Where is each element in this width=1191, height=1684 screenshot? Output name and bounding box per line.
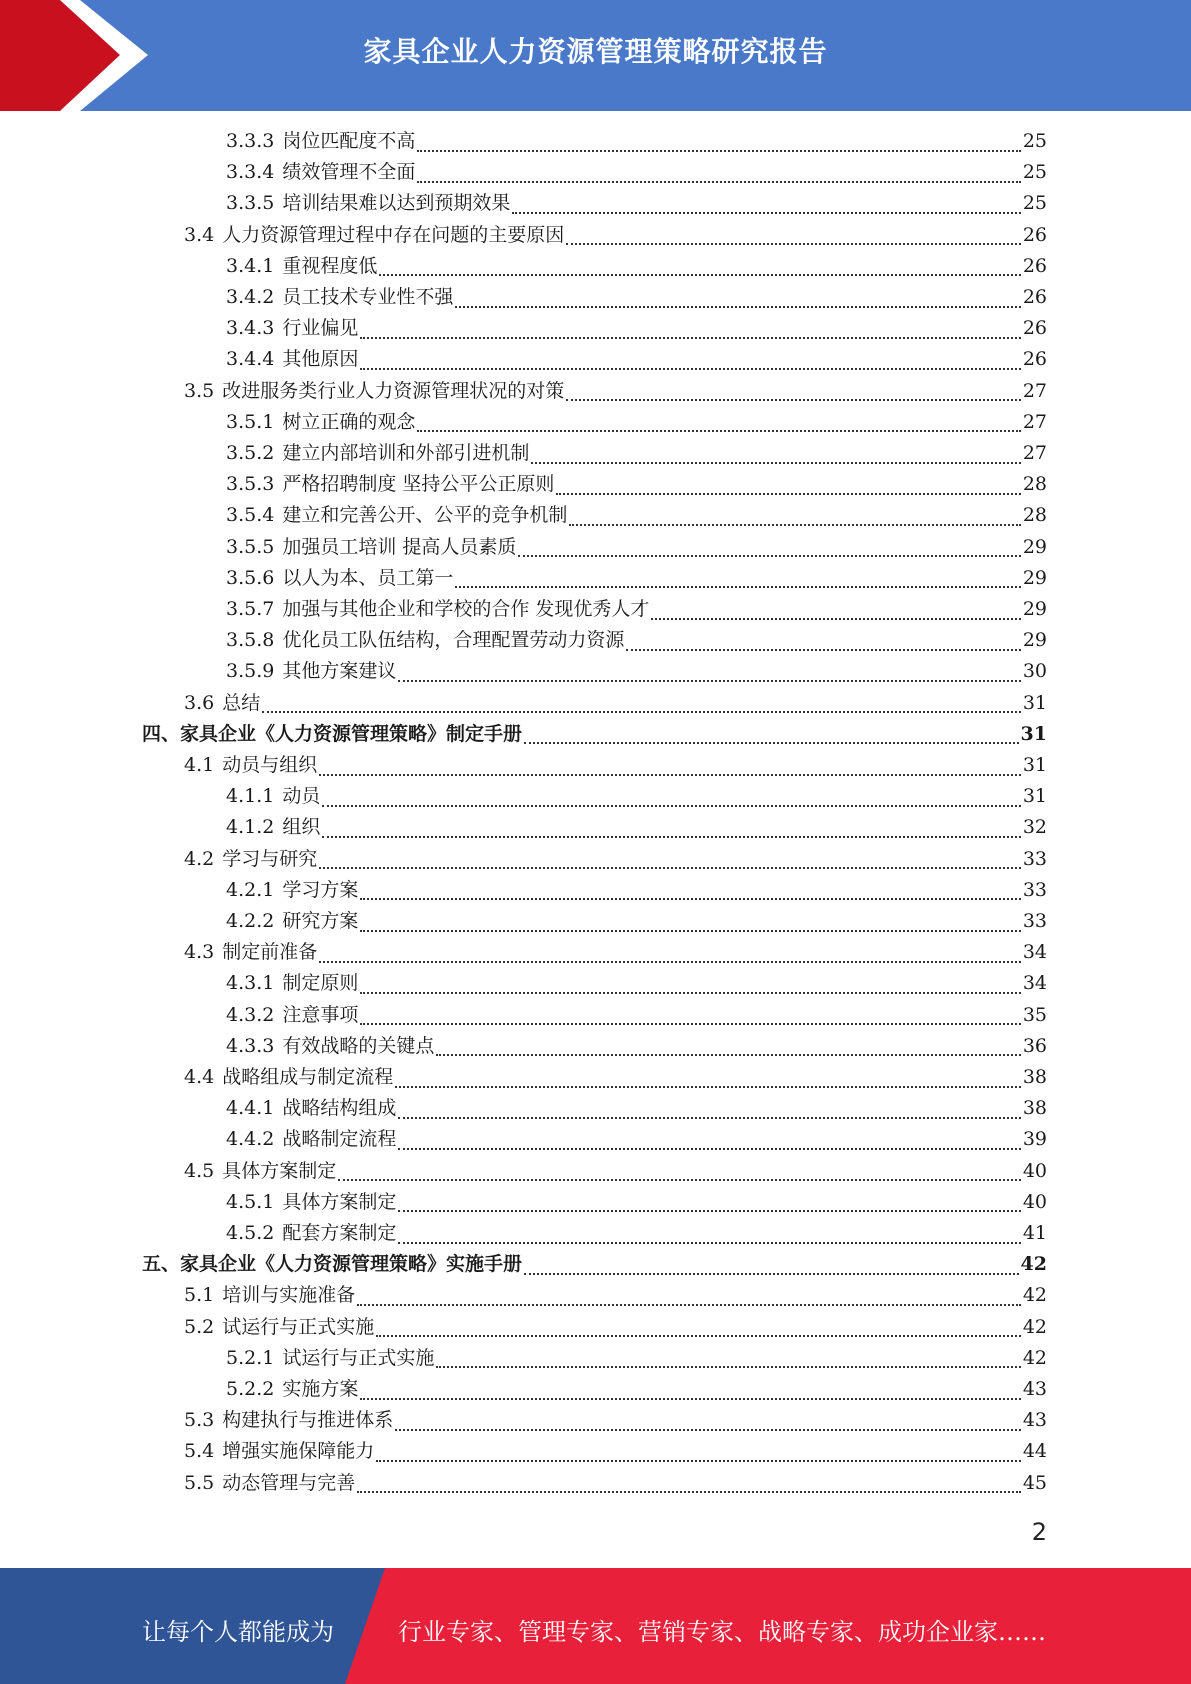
dot-leader <box>319 947 1021 963</box>
dot-leader <box>417 136 1020 152</box>
toc-entry-page: 25 <box>1022 130 1047 152</box>
toc-entry-number: 3.4.4 <box>226 348 275 371</box>
dot-leader <box>319 853 1021 869</box>
toc-entry-title: 学习方案 <box>282 878 359 901</box>
dot-leader <box>395 1072 1021 1088</box>
toc-entry-title: 四、家具企业《人力资源管理策略》制定手册 <box>142 722 523 745</box>
toc-entry[interactable] <box>184 220 1047 251</box>
dot-leader <box>398 1228 1020 1244</box>
toc-entry-title: 行业偏见 <box>282 317 359 340</box>
toc-entry-title: 试运行与正式实施 <box>222 1315 375 1338</box>
toc-entry-title: 培训结果难以达到预期效果 <box>282 192 511 215</box>
toc-entry-page: 27 <box>1022 410 1047 433</box>
toc-entry-title: 重视程度低 <box>282 254 378 277</box>
toc-entry[interactable] <box>184 1436 1047 1467</box>
toc-entry-number: 4.4.2 <box>226 1128 275 1151</box>
dot-leader <box>360 354 1020 370</box>
dot-leader <box>398 666 1020 682</box>
toc-entry[interactable] <box>226 968 1047 999</box>
toc-entry-page: 29 <box>1022 566 1047 589</box>
toc-entry[interactable] <box>226 1187 1047 1218</box>
toc-entry-page: 28 <box>1022 473 1047 496</box>
toc-entry-number: 3.4.3 <box>226 317 275 340</box>
toc-entry[interactable] <box>226 532 1047 563</box>
dot-leader <box>417 416 1020 432</box>
toc-entry[interactable] <box>226 407 1047 438</box>
toc-entry-number: 3.5.2 <box>226 442 275 464</box>
dot-leader <box>376 1321 1021 1337</box>
dot-leader <box>566 385 1021 401</box>
toc-entry-number: 5.4 <box>184 1440 215 1463</box>
dot-leader <box>395 1415 1021 1431</box>
toc-entry-title: 员工技术专业性不强 <box>282 286 454 308</box>
toc-entry[interactable] <box>184 1468 1047 1499</box>
toc-entry-page: 26 <box>1022 317 1047 340</box>
toc-entry[interactable] <box>226 344 1047 375</box>
toc-entry-number: 4.1.1 <box>226 785 275 808</box>
toc-entry-number: 3.5 <box>184 379 215 402</box>
dot-leader <box>455 292 1020 308</box>
toc-entry-number: 4.2.2 <box>226 910 275 932</box>
toc-entry[interactable] <box>226 438 1047 469</box>
toc-entry-page: 45 <box>1022 1471 1047 1494</box>
toc-entry-title: 岗位匹配度不高 <box>282 130 416 152</box>
toc-entry[interactable] <box>226 1124 1047 1155</box>
footer-slogan-right: 行业专家、管理专家、营销专家、战略专家、成功企业家…… <box>398 1618 1046 1646</box>
dot-leader <box>436 1352 1020 1368</box>
toc-entry-number: 3.5.6 <box>226 566 275 589</box>
toc-entry[interactable] <box>226 1218 1047 1249</box>
toc-entry-title: 加强与其他企业和学校的合作 发现优秀人才 <box>282 598 650 620</box>
document-title: 家具企业人力资源管理策略研究报告 <box>363 35 828 68</box>
toc-entry-page: 34 <box>1022 941 1047 964</box>
page-header <box>0 0 1191 111</box>
toc-entry-number: 4.2.1 <box>226 878 275 901</box>
toc-entry-title: 以人为本、员工第一 <box>282 566 454 589</box>
toc-entry-title: 人力资源管理过程中存在问题的主要原因 <box>222 223 565 246</box>
dot-leader <box>357 1290 1021 1306</box>
toc-entry-page: 40 <box>1022 1159 1047 1182</box>
toc-entry[interactable] <box>226 1093 1047 1124</box>
dot-leader <box>651 604 1020 620</box>
toc-entry-title: 五、家具企业《人力资源管理策略》实施手册 <box>142 1253 523 1276</box>
dot-leader <box>360 323 1020 339</box>
toc-entry-page: 31 <box>1022 754 1047 776</box>
dot-leader <box>626 635 1020 651</box>
toc-entry-page: 42 <box>1022 1284 1047 1307</box>
toc-entry-number: 5.2 <box>184 1315 215 1338</box>
toc-entry-page: 29 <box>1022 629 1047 652</box>
toc-entry[interactable] <box>184 1280 1047 1311</box>
toc-entry-title: 制定原则 <box>282 972 359 995</box>
toc-entry-title: 学习与研究 <box>222 847 318 870</box>
dot-leader <box>524 1259 1019 1275</box>
toc-entry-page: 39 <box>1022 1128 1047 1151</box>
toc-entry-page: 29 <box>1022 598 1047 620</box>
toc-entry[interactable] <box>226 1031 1047 1062</box>
dot-leader <box>322 791 1020 807</box>
toc-entry-number: 5.2.1 <box>226 1346 275 1369</box>
toc-entry-page: 33 <box>1022 910 1047 932</box>
dot-leader <box>569 510 1020 526</box>
dot-leader <box>338 1165 1021 1181</box>
toc-entry-page: 26 <box>1022 348 1047 371</box>
toc-entry-page: 41 <box>1022 1222 1047 1244</box>
toc-entry[interactable] <box>226 282 1047 313</box>
toc-entry-number: 4.4.1 <box>226 1097 275 1120</box>
toc-entry[interactable] <box>184 750 1047 781</box>
dot-leader <box>518 541 1020 557</box>
toc-entry-page: 38 <box>1022 1097 1047 1120</box>
page-number: 2 <box>1031 1518 1047 1546</box>
toc-entry-title: 改进服务类行业人力资源管理状况的对策 <box>222 379 565 402</box>
dot-leader <box>379 260 1020 276</box>
dot-leader <box>322 822 1020 838</box>
toc-entry-number: 4.3.3 <box>226 1034 275 1057</box>
toc-entry-title: 其他原因 <box>282 348 359 371</box>
toc-entry[interactable] <box>226 188 1047 219</box>
toc-entry[interactable] <box>226 625 1047 656</box>
toc-entry-page: 36 <box>1022 1034 1047 1057</box>
dot-leader <box>524 728 1019 744</box>
toc-entry-number: 4.5 <box>184 1159 215 1182</box>
toc-entry-page: 42 <box>1022 1346 1047 1369</box>
toc-entry-page: 25 <box>1022 161 1047 184</box>
toc-entry-page: 42 <box>1020 1253 1047 1276</box>
dot-leader <box>376 1446 1021 1462</box>
toc-entry-number: 3.5.7 <box>226 598 275 620</box>
toc-entry-page: 33 <box>1022 847 1047 870</box>
toc-entry-number: 5.2.2 <box>226 1378 275 1400</box>
toc-entry-number: 4.5.1 <box>226 1190 275 1213</box>
toc-entry[interactable] <box>226 1000 1047 1031</box>
toc-entry-page: 38 <box>1022 1066 1047 1088</box>
toc-entry[interactable] <box>226 875 1047 906</box>
toc-entry[interactable] <box>226 500 1047 531</box>
toc-entry-title: 动员与组织 <box>222 754 318 776</box>
toc-entry[interactable] <box>142 1249 1047 1280</box>
toc-entry-page: 40 <box>1022 1190 1047 1213</box>
dot-leader <box>566 229 1021 245</box>
toc-entry-title: 加强员工培训 提高人员素质 <box>282 535 517 558</box>
toc-entry[interactable] <box>184 688 1047 719</box>
toc-entry-number: 3.5.3 <box>226 473 275 496</box>
toc-entry-page: 42 <box>1022 1315 1047 1338</box>
toc-entry-number: 5.3 <box>184 1409 215 1432</box>
dot-leader <box>417 167 1020 183</box>
toc-entry-page: 32 <box>1022 816 1047 839</box>
toc-entry-page: 28 <box>1022 504 1047 527</box>
toc-entry[interactable] <box>184 1312 1047 1343</box>
dot-leader <box>360 1009 1020 1025</box>
toc-entry-page: 29 <box>1022 535 1047 558</box>
toc-entry-page: 26 <box>1022 223 1047 246</box>
toc-entry-title: 培训与实施准备 <box>222 1284 356 1307</box>
toc-entry-page: 26 <box>1022 254 1047 277</box>
toc-entry-number: 4.5.2 <box>226 1222 275 1244</box>
toc-entry-page: 27 <box>1022 442 1047 464</box>
toc-entry-number: 3.6 <box>184 691 215 714</box>
toc-entry-title: 建立内部培训和外部引进机制 <box>282 442 530 464</box>
toc-entry-page: 35 <box>1022 1003 1047 1026</box>
toc-entry-title: 严格招聘制度 坚持公平公正原则 <box>282 473 555 496</box>
toc-entry[interactable] <box>142 719 1047 750</box>
toc-entry[interactable] <box>226 126 1047 157</box>
toc-entry-title: 制定前准备 <box>222 941 318 964</box>
toc-entry[interactable] <box>226 469 1047 500</box>
toc-entry-title: 构建执行与推进体系 <box>222 1409 394 1432</box>
footer-slogan-left: 让每个人都能成为 <box>142 1618 334 1646</box>
toc-entry[interactable] <box>226 251 1047 282</box>
toc-entry-title: 组织 <box>282 816 321 839</box>
dot-leader <box>360 1384 1020 1400</box>
toc-entry-title: 绩效管理不全面 <box>282 161 416 184</box>
toc-entry-title: 优化员工队伍结构，合理配置劳动力资源 <box>282 629 625 652</box>
dot-leader <box>360 884 1020 900</box>
dot-leader <box>436 1040 1020 1056</box>
toc-entry[interactable] <box>184 1062 1047 1093</box>
toc-entry-title: 树立正确的观念 <box>282 410 416 433</box>
toc-entry-title: 建立和完善公开、公平的竞争机制 <box>282 504 568 527</box>
toc-entry-number: 4.1.2 <box>226 816 275 839</box>
toc-entry-number: 3.3.4 <box>226 161 275 184</box>
dot-leader <box>360 916 1020 932</box>
toc-entry-number: 3.5.8 <box>226 629 275 652</box>
dot-leader <box>357 1477 1021 1493</box>
toc-entry-page: 27 <box>1022 379 1047 402</box>
dot-leader <box>360 978 1020 994</box>
dot-leader <box>512 198 1020 214</box>
toc-entry-number: 3.5.1 <box>226 410 275 433</box>
toc-entry-number: 3.5.4 <box>226 504 275 527</box>
toc-entry-page: 43 <box>1022 1409 1047 1432</box>
toc-entry[interactable] <box>184 937 1047 968</box>
toc-entry-title: 注意事项 <box>282 1003 359 1026</box>
toc-entry-page: 30 <box>1022 660 1047 683</box>
toc-entry-title: 研究方案 <box>282 910 359 932</box>
toc-entry-number: 3.3.3 <box>226 130 275 152</box>
toc-entry-page: 31 <box>1022 691 1047 714</box>
toc-entry-title: 增强实施保障能力 <box>222 1440 375 1463</box>
dot-leader <box>455 572 1020 588</box>
toc-entry[interactable] <box>184 844 1047 875</box>
toc-entry[interactable] <box>226 563 1047 594</box>
toc-entry-title: 战略结构组成 <box>282 1097 397 1120</box>
toc-entry[interactable] <box>226 906 1047 937</box>
toc-entry[interactable] <box>226 157 1047 188</box>
toc-entry-title: 有效战略的关键点 <box>282 1034 435 1057</box>
toc-entry[interactable] <box>184 1156 1047 1187</box>
toc-entry-page: 43 <box>1022 1378 1047 1400</box>
toc-entry-title: 动员 <box>282 785 321 808</box>
toc-entry-number: 4.1 <box>184 754 215 776</box>
toc-entry[interactable] <box>226 656 1047 687</box>
toc-entry-number: 3.4.1 <box>226 254 275 277</box>
toc-entry-title: 配套方案制定 <box>282 1222 397 1244</box>
toc-entry-number: 4.2 <box>184 847 215 870</box>
toc-entry[interactable] <box>184 376 1047 407</box>
toc-entry-page: 25 <box>1022 192 1047 215</box>
toc-entry[interactable] <box>226 1343 1047 1374</box>
toc-entry-number: 4.3.2 <box>226 1003 275 1026</box>
toc-entry-number: 5.1 <box>184 1284 215 1307</box>
toc-entry[interactable] <box>226 313 1047 344</box>
toc-entry-page: 33 <box>1022 878 1047 901</box>
toc-entry-page: 34 <box>1022 972 1047 995</box>
toc-entry-number: 3.4 <box>184 223 215 246</box>
dot-leader <box>262 697 1021 713</box>
toc-entry-page: 26 <box>1022 286 1047 308</box>
toc-entry-number: 5.5 <box>184 1471 215 1494</box>
toc-entry-title: 试运行与正式实施 <box>282 1346 435 1369</box>
page-footer <box>0 1568 1191 1684</box>
dot-leader <box>531 448 1020 464</box>
toc-entry-number: 3.5.5 <box>226 535 275 558</box>
toc-entry-number: 3.5.9 <box>226 660 275 683</box>
toc-entry-title: 其他方案建议 <box>282 660 397 683</box>
dot-leader <box>398 1134 1020 1150</box>
toc-entry-title: 具体方案制定 <box>282 1190 397 1213</box>
toc-entry-number: 3.3.5 <box>226 192 275 215</box>
toc-entry-title: 战略制定流程 <box>282 1128 397 1151</box>
toc-entry-number: 3.4.2 <box>226 286 275 308</box>
toc-entry-title: 动态管理与完善 <box>222 1471 356 1494</box>
toc-entry-title: 总结 <box>222 691 261 714</box>
toc-entry-number: 4.3.1 <box>226 972 275 995</box>
toc-entry-title: 战略组成与制定流程 <box>222 1066 394 1088</box>
toc-entry-number: 4.3 <box>184 941 215 964</box>
toc-entry[interactable] <box>226 594 1047 625</box>
toc-entry[interactable] <box>226 1374 1047 1405</box>
dot-leader <box>556 479 1020 495</box>
toc-entry[interactable] <box>226 812 1047 843</box>
toc-entry-title: 具体方案制定 <box>222 1159 337 1182</box>
toc-entry-page: 31 <box>1022 785 1047 808</box>
dot-leader <box>398 1196 1020 1212</box>
toc-entry-title: 实施方案 <box>282 1378 359 1400</box>
toc-entry-page: 31 <box>1020 722 1047 745</box>
dot-leader <box>398 1103 1020 1119</box>
toc-entry[interactable] <box>226 781 1047 812</box>
toc-entry[interactable] <box>184 1405 1047 1436</box>
toc-entry-page: 44 <box>1022 1440 1047 1463</box>
toc-entry-number: 4.4 <box>184 1066 215 1088</box>
dot-leader <box>319 760 1021 776</box>
